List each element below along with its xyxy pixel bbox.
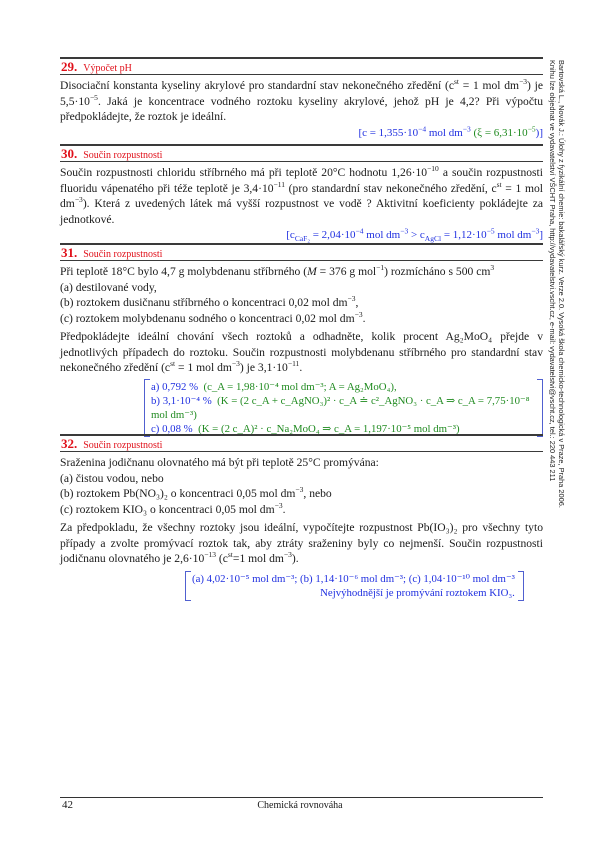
- problem-header: [60, 243, 543, 261]
- answer-bracket-box: [185, 571, 524, 601]
- page-number: 42: [62, 799, 73, 811]
- list-item: (c) roztokem KIO₃ o koncentraci 0,05 mol $dm^{-3}$.: [60, 500, 286, 516]
- problem-answer: [185, 571, 543, 601]
- answer-line: c) 0,08 % (K = (2 c_A)² · c_Na₂MoO₄ ⇒ c_A = 1,197·10⁻⁵ mol dm⁻³): [151, 422, 460, 435]
- list-item: (b) roztokem Pb(NO₃)₂ o koncentraci 0,05 mol $dm^{-3}$, nebo: [60, 485, 332, 500]
- problem-title: Součin rozpustnosti: [83, 249, 163, 260]
- chapter-title: Chemická rovnováha: [257, 800, 343, 811]
- problem-answer: [$c = 1,355\cdot 10^{-4}$ mol $dm^{-3}$ $(\xi = 6,31\cdot 10^{-5})$]: [358, 123, 543, 139]
- list-item: (b) roztokem dusičnanu stříbrného o koncentraci 0,02 mol $dm^{-3}$,: [60, 294, 359, 309]
- problem-number: 29.: [61, 59, 78, 74]
- problem-text: Sraženina jodičnanu olovnatého má být při teplotě 25°C promývána: (a) čistou vodou, nebo (b) roztokem Pb(NO₃)₂ o koncentraci 0,05 mol $dm^{-3}$, nebo (c) roztokem KIO₃ o koncentraci 0,05 mol $dm^{-3}$. Za předpokladu, že všechny roztoky jsou ideální, vypočítejte rozpustnost Pb(IO₃)₂ pro všechny tyto případy a zvolte promývací roztok tak, aby ztráty sraženiny byly co nejmenší. Součin rozpustnosti jodičnanu olovnatého je $2,6\cdot 10^{-13}$ ($c^{st}=1$ mol $dm^{-3}$).: [60, 456, 543, 565]
- answer-line: Nejvýhodnější je promývání roztokem KIO₃.: [320, 586, 515, 599]
- problem-31: [60, 243, 543, 437]
- list-item: (a) destilované vody,: [60, 280, 157, 294]
- citation-sidebar: [548, 60, 566, 620]
- problem-header: [60, 144, 543, 162]
- list-item: (a) čistou vodou, nebo: [60, 471, 164, 485]
- footer-divider: [60, 797, 543, 798]
- problem-title: Součin rozpustnosti: [83, 150, 163, 161]
- answer-line: b) 3,1·10⁻⁴ % (K = (2 c_A + c_AgNO₃)² · c_A ≐ c²_AgNO₃ · c_A ⇒ c_A = 7,75·10⁻⁸ mol dm⁻³): [151, 394, 530, 421]
- problem-title: Součin rozpustnosti: [83, 440, 163, 451]
- citation-line-2: Knihu lze objednat ve vydavatelství VŠCHT Praha, http://vydavatelstvi.vscht.cz, e-mail: vydavatelstvi@vscht.cz, tel.: 220 443 211: [548, 60, 557, 482]
- answer-line: (a) 4,02·10⁻⁵ mol dm⁻³; (b) 1,14·10⁻⁶ mol dm⁻³; (c) 1,04·10⁻¹⁰ mol dm⁻³: [192, 572, 515, 585]
- list-item: (c) roztokem molybdenanu sodného o koncentraci 0,02 mol $dm^{-3}$.: [60, 309, 366, 325]
- problem-number: 30.: [61, 146, 78, 161]
- problem-number: 31.: [61, 245, 78, 260]
- citation-line-1: Bartovská L., Novák J.: Úlohy z fyzikální chemie: bakalářský kurz. Verze 2.0. Vysoká škola chemicko-technologická v Praze, Praha 2006.: [557, 60, 566, 508]
- problem-text: Disociační konstanta kyseliny akrylové pro standardní stav nekonečného zředění ($c^{st} = 1$ mol $dm^{-3}$) je $5,5\cdot 10^{-5}$. Jaká je koncentrace vodného roztoku kyseliny akrylové, jehož pH je 4,2? Při výpočtu předpokládejte, že roztok je ideální.: [60, 77, 543, 123]
- problem-answer: [$c_{CaF_2} = 2,04\cdot 10^{-4}$ mol $dm^{-3} > c_{AgCl} = 1,12\cdot 10^{-5}$ mol $dm^{-3}$]: [286, 226, 543, 244]
- problem-text: Při teplotě 18°C bylo 4,7 g molybdenanu stříbrného (M = 376 g mol$^{-1}$) rozmícháno s 500 $cm^3$ (a) destilované vody, (b) roztokem dusičnanu stříbrného o koncentraci 0,02 mol $dm^{-3}$, (c) roztokem molybdenanu sodného o koncentraci 0,02 mol $dm^{-3}$. Předpokládejte ideální chování všech roztoků a odhadněte, kolik procent Ag₂MoO₄ přejde v jednotlivých případech do roztoku. Součin rozpustnosti molybdenanu stříbrného pro standardní stav nekonečného zředění ($c^{st} = 1$ mol $dm^{-3}$) je $3,1\cdot 10^{-11}$.: [60, 263, 543, 374]
- problem-header: [60, 434, 543, 452]
- problem-title: Výpočet pH: [83, 63, 132, 74]
- answer-line: a) 0,792 % (c_A = 1,98·10⁻⁴ mol dm⁻³; A = Ag₂MoO₄),: [151, 380, 397, 393]
- problem-29: [60, 57, 543, 139]
- problem-32: [60, 434, 543, 601]
- problem-header: [60, 57, 543, 75]
- problem-answer: [144, 379, 543, 437]
- problem-text: Součin rozpustnosti chloridu stříbrného má při teplotě 20°C hodnotu $1,26\cdot 10^{-10}$ a součin rozpustnosti fluoridu vápenatého při téže teplotě je $3,4\cdot 10^{-11}$ (pro standardní stav nekonečného zředění, $c^{st} = 1$ mol $dm^{-3}$). Která z uvedených látek má vyšší rozpustnost ve vodě ? Aktivitní koeficienty pokládejte za jednotkové.: [60, 164, 543, 226]
- answer-bracket-box: [144, 379, 543, 437]
- problem-30: [60, 144, 543, 244]
- problem-number: 32.: [61, 436, 78, 451]
